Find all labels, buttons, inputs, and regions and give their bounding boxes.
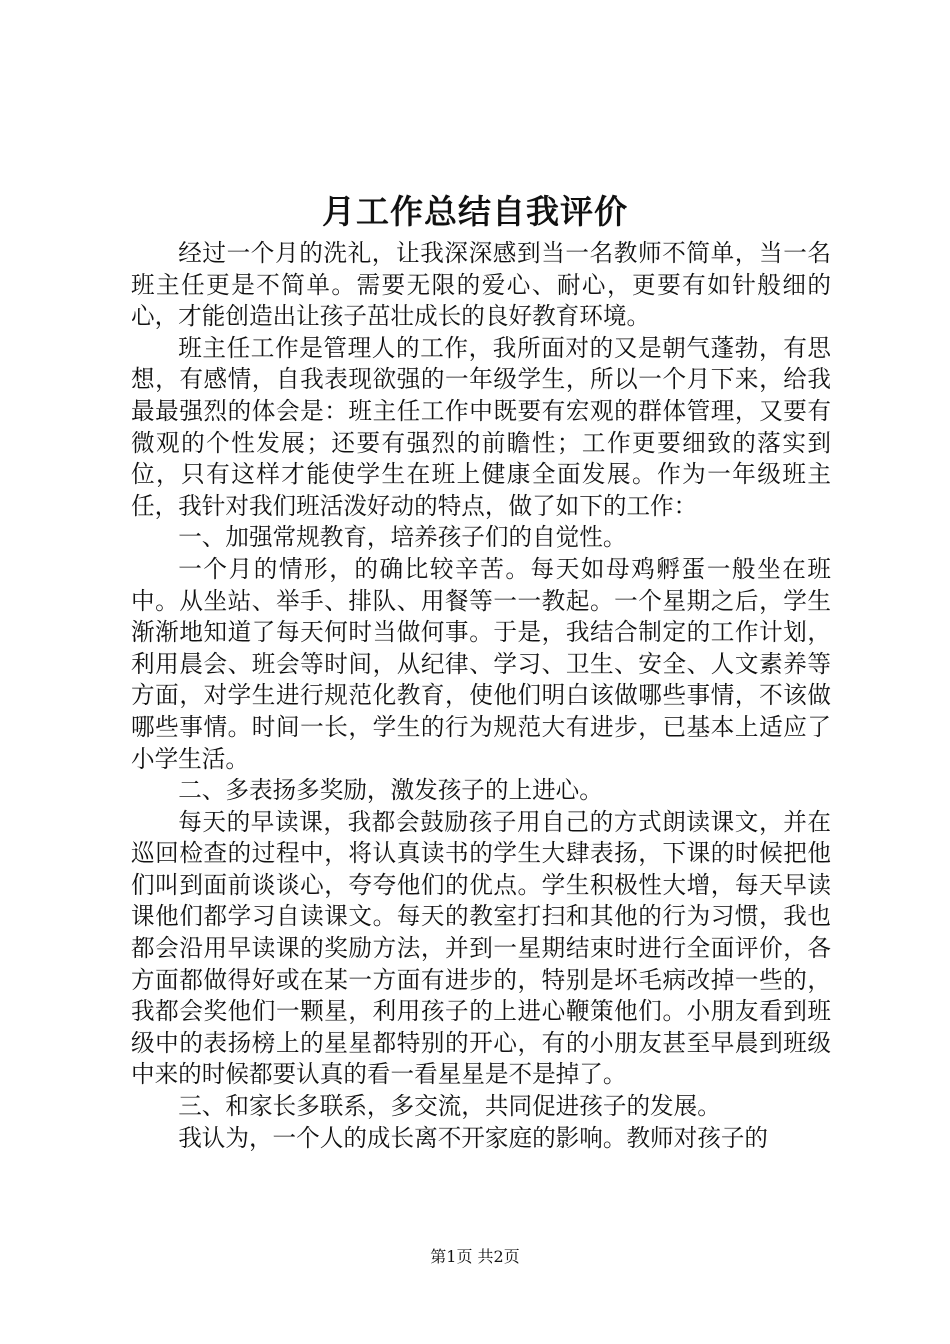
paragraph-work-overview: 班主任工作是管理人的工作，我所面对的又是朝气蓬勃，有思想，有感情，自我表现欲强的一年级学生，所以一个月下来，给我最最强烈的体会是：班主任工作中既要有宏观的群体管理，又要有微观的个性发展；还要有强烈的前瞻性；工作更要细致的落实到位，只有这样才能使学生在班上健康全面发展。作为一年级班主任，我针对我们班活泼好动的特点，做了如下的工作： (131, 333, 831, 520)
document-body (131, 238, 831, 1154)
section-heading-parent-contact: 三、和家长多联系，多交流，共同促进孩子的发展。 (178, 1092, 721, 1121)
section-heading-routine-education: 一、加强常规教育，培养孩子们的自觉性。 (178, 523, 627, 552)
paragraph-intro: 经过一个月的洗礼，让我深深感到当一名教师不简单，当一名班主任更是不简单。需要无限的爱心、耐心，更要有如针般细的心，才能创造出让孩子茁壮成长的良好教育环境。 (131, 239, 831, 331)
paragraph-routine-education: 一个月的情形，的确比较辛苦。每天如母鸡孵蛋一般坐在班中。从坐站、举手、排队、用餐等一一教起。一个星期之后，学生渐渐地知道了每天何时当做何事。于是，我结合制定的工作计划，利用晨会、班会等时间，从纪律、学习、卫生、安全、人文素养等方面，对学生进行规范化教育，使他们明白该做哪些事情，不该做哪些事情。时间一长，学生的行为规范大有进步，已基本上适应了小学生活。 (131, 554, 831, 773)
paragraph-praise-rewards: 每天的早读课，我都会鼓励孩子用自己的方式朗读课文，并在巡回检查的过程中，将认真读书的学生大肆表扬，下课的时候把他们叫到面前谈谈心，夸夸他们的优点。学生积极性大增，每天早读课他们都学习自读课文。每天的教室打扫和其他的行为习惯，我也都会沿用早读课的奖励方法，并到一星期结束时进行全面评价，各方面都做得好或在某一方面有进步的，特别是坏毛病改掉一些的，我都会奖他们一颗星，利用孩子的上进心鞭策他们。小朋友看到班级中的表扬榜上的星星都特别的开心，有的小朋友甚至早晨到班级中来的时候都要认真的看一看星星是不是掉了。 (131, 807, 831, 1089)
section-heading-praise-rewards: 二、多表扬多奖励，激发孩子的上进心。 (178, 776, 603, 805)
page-title: 月工作总结自我评价 (322, 192, 628, 231)
paragraph-parent-contact: 我认为，一个人的成长离不开家庭的影响。教师对孩子的 (178, 1123, 769, 1152)
page-number: 第1页 共2页 (430, 1247, 520, 1266)
